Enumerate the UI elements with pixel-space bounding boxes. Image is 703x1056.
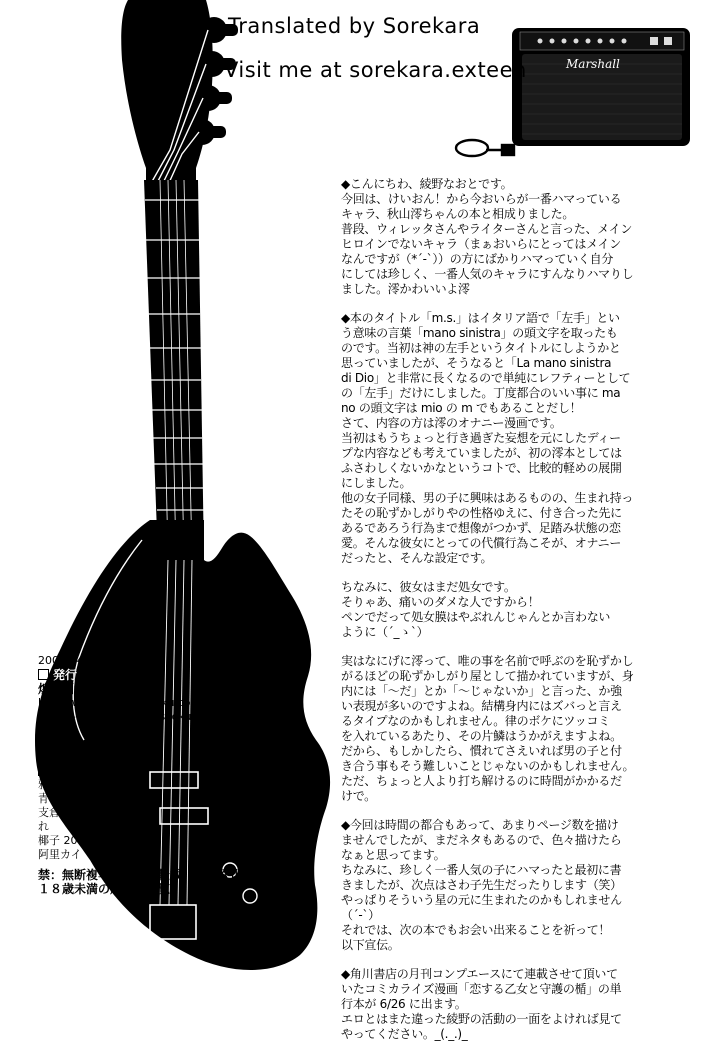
staff-member: 椰子 2009（春） [38,834,125,847]
afterword-paragraph [341,177,693,297]
afterword-line: 実はなにげに澪って、唯の事を名前で呼ぶのを恥ずかし [341,654,634,668]
afterword-line: ちなみに、珍しく一番人気の子にハマったと最初に書 [341,863,622,877]
afterword-line: プな内容なども考えていましたが、初の澪本としては [341,446,622,460]
afterword-line: けで。 [341,789,376,803]
afterword-line: ペンでだって処女膜はやぶれんじゃんとか言わない [341,610,611,624]
afterword-line: no の頭文字は mio の m でもあることだし！ [341,401,582,415]
afterword-line: ◆本のタイトル「m.s.」はイタリア語で「左手」とい [341,311,620,325]
afterword-line: ◆こんにちわ、綾野なおとです。 [341,177,513,191]
afterword-paragraph [341,818,693,953]
afterword-line: だから、もしかしたら、慣れてさえいれば男の子と付 [341,744,622,758]
afterword-line: るタイプなのかもしれません。律のボケにツッコミ [341,714,610,728]
afterword-line: ふさわしくないかなというコトで、比較的軽めの展開 [341,461,622,475]
guitar-cable [456,140,514,156]
afterword-line: 当初はもうちょっと行き過ぎた妄想を元にしたディー [341,431,621,445]
afterword-line: それでは、次の本でもお会い出来ることを祈って！ [341,923,611,937]
afterword-line: き合う事もそう難しいことじゃないのかもしれません。 [341,759,635,773]
translator-site: Visit me at sorekara.exteen [224,58,527,82]
afterword-line: たその恥ずかしがりやの性格ゆえに、付き合った先に [341,506,622,520]
print-heading: 印刷 [38,730,328,744]
staff-member: 青柳 [38,792,60,805]
afterword-line: ◆角川書店の月刊コンプエースにて連載させて頂いて [341,967,618,981]
afterword-paragraph [341,311,693,566]
afterword-line: 思っていましたが、そうなると「La mano sinistra [341,356,612,370]
afterword-line: そりゃあ、痛いのダメな人ですから！ [341,595,540,609]
afterword-line: きましたが、次点はさわ子先生だったりします（笑） [341,878,622,892]
afterword-line: の「左手」だけにしました。丁度都合のいい事に ma [341,386,621,400]
afterword-line: ませんでしたが、まだネタもあるので、色々描けたら [341,833,622,847]
afterword-line: のです。当初は神の左手というタイトルにしようかと [341,341,621,355]
contact-email[interactable]: ayano-naoto@kaikinissyoku.com [38,710,219,723]
staff-member: 阿里カイ [38,848,82,861]
bass-neck [144,180,204,560]
afterword-line: さて、内容の方は澪のオナニー漫画です。 [341,416,562,430]
staff-heading: STAFF [38,764,328,778]
reproduction-notice: 禁：無断複写、複製、転載、データ化、貸行 [38,868,279,882]
afterword-line: （´-`） [341,908,380,922]
publish-date: 2009/04/26 [38,654,102,667]
afterword-line: なぁと思ってます。 [341,848,446,862]
publisher-heading: 発行 [38,668,328,682]
checkbox-square-icon [38,669,49,680]
afterword-line: いたコミカライズ漫画「恋する乙女と守護の楯」の単 [341,982,622,996]
afterword-paragraph [341,654,693,804]
translation-credit: Translated by Sorekara [228,14,481,38]
afterword-paragraph [341,580,693,640]
afterword-line: 今回は、けいおん！から今おいらが一番ハマっている [341,192,622,206]
afterword-line: ◆今回は時間の都合もあって、あまりページ数を描け [341,818,619,832]
afterword-line: キャラ、秋山澪ちゃんの本と相成りました。 [341,207,575,221]
afterword-line: あるであろう行為まで想像がつかず、足踏み状態の恋 [341,521,621,535]
afterword-line: ただ、ちょっと人より打ち解けるのに時間がかかるだ [341,774,622,788]
afterword-line: にしました。 [341,476,412,490]
afterword-line: やっぱりそういう星の元に生まれたのかもしれません [341,893,622,907]
afterword-line: を入れているあたり、その片鱗はうかがえますよね。 [341,729,622,743]
checkbox-square-icon [38,765,49,776]
age-restriction-notice: １８歳未満の購入、閲覧 [38,882,171,896]
staff-member: 雅 [38,778,49,791]
amp-logo: Marshall [566,57,620,71]
website-url[interactable]: http://www.kaikinissyoku.com [38,696,202,709]
afterword-line: だったと、そんな設定です。 [341,551,493,565]
afterword-text [341,177,693,1056]
afterword-line: がるほどの恥ずかしがり屋として描かれていますが、身 [341,669,634,683]
afterword-line: にしては珍しく、一番人気のキャラにすんなりハマりし [341,267,634,281]
circle-name: 煌奇国綸／綾野なおと [38,682,159,696]
afterword-line: 普段、ウィレッタさんやライターさんと言った、メイン [341,222,633,236]
afterword-line: di Dio」と非常に長くなるので単純にレフティーとして [341,371,631,385]
afterword-line: 他の女子同様、男の子に興味はあるものの、生まれ持っ [341,491,634,505]
afterword-line: ヒロインでないキャラ（まぁおいらにとってはメイン [341,237,621,251]
afterword-line: ました。澪かわいいよ澪 [341,282,470,296]
staff-member: 支倉玲 [38,806,71,819]
staff-member: れ [38,820,49,833]
afterword-line: なんですが（*´-`））の方にばかりハマっていく自分 [341,252,614,266]
marshall-amp [512,28,690,146]
afterword-line: エロとはまた違った綾野の活動の一面をよければ見て [341,1012,622,1026]
afterword-line: う意味の言葉「mano sinistra」の頭文字を取ったも [341,326,618,340]
afterword-line: 内には「～だ」とか「～じゃないか」と言った、か強 [341,684,622,698]
afterword-line: ちなみに、彼女はまだ処女です。 [341,580,516,594]
afterword-line: 行本が 6/26 に出ます。 [341,997,467,1011]
afterword-line: 愛。そんな彼女にとっての代償行為こそが、オナニー [341,536,622,550]
printer-name: POWER SEEDS [38,744,119,757]
afterword-line: やってください。_(._.)_ [341,1027,468,1041]
afterword-line: ように（´_ゝ`） [341,625,429,639]
afterword-line: 以下宣伝。 [341,938,400,952]
colophon [38,654,328,896]
afterword-line: い表現が多いのですよね。結構身内にはズバっと言え [341,699,622,713]
checkbox-square-icon [38,731,49,742]
